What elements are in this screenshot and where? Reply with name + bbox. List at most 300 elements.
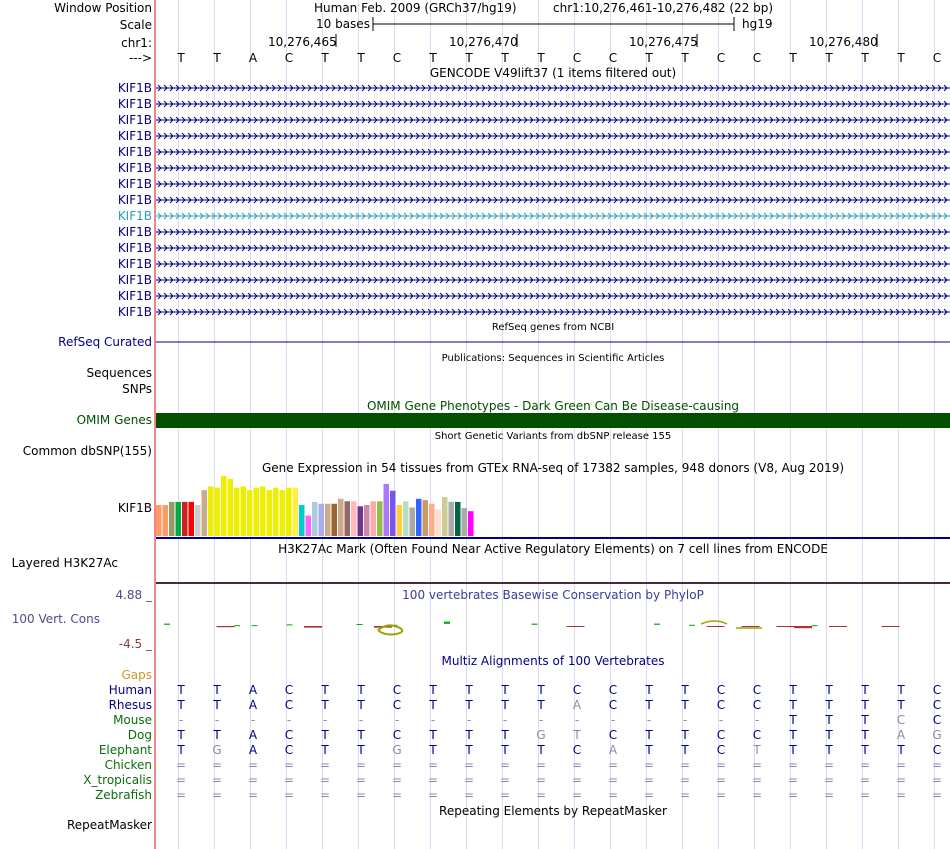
label-cons-min: -4.5 _ [118, 637, 152, 651]
sequence-base: C [716, 51, 726, 65]
gtex-tissue-bar [390, 491, 396, 536]
alignment-base: - [466, 713, 472, 727]
alignment-base: = [211, 788, 223, 802]
alignment-base: - [754, 713, 760, 727]
alignment-base: T [861, 683, 869, 697]
repeatmasker-track-title[interactable]: Repeating Elements by RepeatMasker [439, 804, 667, 818]
phylop-mark [532, 624, 538, 625]
gtex-tissue-bar [215, 488, 221, 536]
gtex-tissue-bar [364, 505, 370, 536]
ruler-tick-label: 10,276,475 [629, 35, 698, 49]
alignment-base: = [643, 758, 655, 772]
gencode-transcript-label[interactable]: KIF1B [117, 241, 152, 255]
label-sequences[interactable]: Sequences [86, 366, 152, 380]
gtex-tissue-bar [195, 505, 201, 536]
gencode-transcript-label[interactable]: KIF1B [117, 257, 152, 271]
alignment-base: = [715, 758, 727, 772]
alignment-base: = [355, 788, 367, 802]
gtex-tissue-bar [345, 501, 351, 536]
alignment-base: = [571, 758, 583, 772]
sequence-base: C [572, 51, 582, 65]
alignment-base: - [286, 713, 292, 727]
phylop-mark [794, 626, 812, 628]
alignment-base: T [177, 743, 185, 757]
species-label-human[interactable]: Human [108, 683, 152, 697]
alignment-base: - [178, 713, 184, 727]
gtex-tissue-bar [286, 488, 292, 536]
alignment-base: A [248, 683, 258, 697]
assembly-title: Human Feb. 2009 (GRCh37/hg19) [314, 1, 517, 15]
gencode-transcript-label[interactable]: KIF1B [117, 209, 152, 223]
phylop-mark [707, 626, 725, 627]
phylop-mark [567, 626, 585, 627]
alignment-base: T [789, 743, 797, 757]
gtex-tissue-bar [325, 504, 331, 536]
alignment-base: C [392, 683, 402, 697]
phylop-mark [287, 624, 293, 625]
alignment-base: A [608, 743, 618, 757]
gtex-tissue-bar [293, 488, 299, 536]
gtex-tissue-bar [442, 497, 448, 536]
sequence-base: T [429, 51, 437, 65]
phylop-track-title[interactable]: 100 vertebrates Basewise Conservation by PhyloP [402, 588, 704, 602]
alignment-base: T [321, 743, 329, 757]
gtex-tissue-bar [338, 499, 344, 536]
alignment-base: T [465, 728, 473, 742]
gencode-transcript-label[interactable]: KIF1B [117, 113, 152, 127]
alignment-base: T [321, 683, 329, 697]
gtex-tissue-bar [299, 505, 305, 536]
alignment-base: = [571, 788, 583, 802]
label-repeatmasker[interactable]: RepeatMasker [66, 818, 152, 832]
gencode-transcript-label[interactable]: KIF1B [117, 81, 152, 95]
alignment-base: - [430, 713, 436, 727]
alignment-base: = [715, 773, 727, 787]
alignment-base: = [643, 788, 655, 802]
alignment-base: = [247, 773, 259, 787]
alignment-base: = [823, 788, 835, 802]
alignment-base: = [427, 758, 439, 772]
sequence-base: T [501, 51, 509, 65]
alignment-base: = [175, 773, 187, 787]
alignment-base: T [213, 683, 221, 697]
alignment-base: G [212, 743, 222, 757]
sequence-base: T [825, 51, 833, 65]
alignment-base: T [357, 683, 365, 697]
alignment-base: = [607, 788, 619, 802]
alignment-base: T [645, 698, 653, 712]
alignment-base: = [211, 773, 223, 787]
alignment-base: = [535, 758, 547, 772]
alignment-base: = [859, 758, 871, 772]
omim-track-title[interactable]: OMIM Gene Phenotypes - Dark Green Can Be Disease-causing [366, 399, 740, 413]
gtex-tissue-bar [358, 506, 364, 536]
gtex-track-title[interactable]: Gene Expression in 54 tissues from GTEx RNA-seq of 17382 samples, 948 donors (V8, Aug 2019) [261, 461, 845, 475]
alignment-base: T [465, 683, 473, 697]
alignment-base: T [897, 743, 905, 757]
alignment-base: T [177, 683, 185, 697]
gtex-tissue-bar [189, 502, 195, 536]
sequence-base: T [357, 51, 365, 65]
alignment-base: = [247, 758, 259, 772]
alignment-base: - [214, 713, 220, 727]
alignment-base: C [284, 683, 294, 697]
alignment-base: C [752, 728, 762, 742]
label-100-vert-cons[interactable]: 100 Vert. Cons [11, 612, 100, 626]
alignment-base: C [932, 698, 942, 712]
alignment-base: T [645, 683, 653, 697]
gtex-tissue-bar [306, 516, 312, 536]
alignment-base: - [358, 713, 364, 727]
alignment-base: = [607, 758, 619, 772]
sequence-base: T [861, 51, 869, 65]
label-strand-arrow[interactable]: ---> [128, 51, 152, 65]
alignment-base: T [753, 743, 761, 757]
alignment-base: = [535, 773, 547, 787]
alignment-base: T [537, 683, 545, 697]
label-chrom: chr1: [121, 36, 152, 50]
species-label-rhesus[interactable]: Rhesus [108, 698, 152, 712]
alignment-base: - [394, 713, 400, 727]
track-image-panel[interactable] [156, 0, 950, 849]
phylop-mark [217, 626, 235, 627]
multiz-track-title[interactable]: Multiz Alignments of 100 Vertebrates [441, 654, 665, 668]
alignment-base: = [679, 758, 691, 772]
alignment-base: T [861, 743, 869, 757]
phylop-mark [742, 626, 760, 627]
gencode-transcript-label[interactable]: KIF1B [117, 273, 152, 287]
alignment-base: T [861, 728, 869, 742]
alignment-base: = [751, 758, 763, 772]
gencode-transcript-label[interactable]: KIF1B [117, 129, 152, 143]
alignment-base: C [608, 683, 618, 697]
phylop-mark [444, 622, 450, 624]
species-label-x_tropicalis[interactable]: X_tropicalis [83, 773, 152, 787]
alignment-base: T [465, 743, 473, 757]
alignment-base: A [248, 698, 258, 712]
alignment-base: T [213, 728, 221, 742]
gtex-tissue-bar [280, 490, 286, 536]
alignment-base: T [357, 728, 365, 742]
alignment-base: T [429, 743, 437, 757]
alignment-base: = [679, 788, 691, 802]
gtex-tissue-bar [332, 504, 338, 536]
alignment-base: = [931, 773, 943, 787]
gencode-transcript-label[interactable]: KIF1B [117, 289, 152, 303]
species-label-dog[interactable]: Dog [127, 728, 152, 742]
gtex-tissue-bar [169, 502, 175, 536]
gtex-tissue-bar [436, 509, 442, 536]
alignment-base: G [392, 743, 402, 757]
alignment-base: T [213, 698, 221, 712]
alignment-base: - [250, 713, 256, 727]
alignment-base: T [177, 728, 185, 742]
alignment-base: C [608, 728, 618, 742]
alignment-base: = [499, 758, 511, 772]
omim-phenotype-bar [156, 413, 950, 428]
alignment-base: T [501, 698, 509, 712]
alignment-base: C [752, 683, 762, 697]
label-window-position: Window Position [54, 1, 152, 15]
alignment-base: = [175, 788, 187, 802]
alignment-base: G [932, 728, 942, 742]
gtex-tissue-bar [449, 502, 455, 536]
alignment-base: = [859, 773, 871, 787]
alignment-base: C [932, 683, 942, 697]
alignment-base: = [283, 788, 295, 802]
alignment-base: C [572, 683, 582, 697]
sequence-base: T [897, 51, 905, 65]
alignment-base: = [643, 773, 655, 787]
gencode-transcript-label[interactable]: KIF1B [117, 193, 152, 207]
gtex-tissue-bar [202, 490, 208, 536]
sequence-base: T [681, 51, 689, 65]
alignment-base: C [716, 743, 726, 757]
gencode-transcript-label[interactable]: KIF1B [117, 305, 152, 319]
alignment-base: = [859, 788, 871, 802]
sequence-base: T [789, 51, 797, 65]
scale-bar-label: 10 bases [316, 17, 370, 31]
label-omim-genes[interactable]: OMIM Genes [76, 413, 152, 427]
species-label-mouse[interactable]: Mouse [113, 713, 152, 727]
alignment-base: = [175, 758, 187, 772]
gtex-tissue-bar [462, 508, 468, 536]
sequence-base: T [537, 51, 545, 65]
gencode-transcript-label[interactable]: KIF1B [117, 145, 152, 159]
alignment-base: T [789, 683, 797, 697]
alignment-base: = [823, 773, 835, 787]
label-cons-max: 4.88 _ [115, 588, 152, 602]
phylop-mark [829, 626, 847, 627]
gtex-tissue-bar [182, 502, 188, 536]
gtex-tissue-bar [254, 488, 260, 536]
gtex-tissue-bar [247, 490, 253, 536]
alignment-base: = [895, 788, 907, 802]
gtex-tissue-bar [221, 476, 227, 536]
label-layered-h3k27ac[interactable]: Layered H3K27Ac [11, 556, 118, 570]
ruler-tick-label: 10,276,480 [809, 35, 878, 49]
alignment-base: T [537, 698, 545, 712]
alignment-base: = [571, 773, 583, 787]
sequence-base: T [213, 51, 221, 65]
label-gaps: Gaps [121, 668, 152, 682]
sequence-base: T [645, 51, 653, 65]
gencode-track-title[interactable]: GENCODE V49lift37 (1 items filtered out) [429, 66, 677, 80]
gtex-tissue-bar [208, 486, 214, 536]
alignment-base: = [283, 773, 295, 787]
dbsnp-track-title[interactable]: Short Genetic Variants from dbSNP release 155 [434, 431, 672, 442]
gencode-transcript-label[interactable]: KIF1B [117, 177, 152, 191]
sequence-base: C [284, 51, 294, 65]
alignment-base: = [751, 773, 763, 787]
alignment-base: T [897, 683, 905, 697]
gencode-transcript-label[interactable]: KIF1B [117, 97, 152, 111]
alignment-base: T [321, 728, 329, 742]
alignment-base: = [895, 773, 907, 787]
alignment-base: T [897, 698, 905, 712]
alignment-base: = [931, 788, 943, 802]
gtex-tissue-bar [267, 490, 273, 536]
alignment-base: C [392, 728, 402, 742]
phylop-mark [654, 624, 660, 625]
alignment-base: C [284, 698, 294, 712]
label-scale: Scale [119, 18, 152, 32]
phylop-glyph [701, 621, 727, 624]
sequence-base: A [248, 51, 258, 65]
sequence-base: C [752, 51, 762, 65]
alignment-base: T [537, 743, 545, 757]
phylop-mark [164, 624, 170, 625]
alignment-base: T [177, 698, 185, 712]
sequence-base: C [392, 51, 402, 65]
alignment-base: = [679, 773, 691, 787]
alignment-base: = [283, 758, 295, 772]
phylop-mark [689, 625, 695, 626]
gtex-tissue-bar [228, 479, 234, 536]
alignment-base: C [896, 713, 906, 727]
alignment-base: A [248, 728, 258, 742]
alignment-base: - [322, 713, 328, 727]
phylop-mark [882, 626, 900, 627]
gencode-transcript-label[interactable]: KIF1B [117, 225, 152, 239]
alignment-base: = [499, 773, 511, 787]
alignment-base: = [499, 788, 511, 802]
label-refseq-curated[interactable]: RefSeq Curated [58, 335, 152, 349]
gtex-tissue-bar [371, 501, 377, 536]
alignment-base: = [607, 773, 619, 787]
alignment-base: T [789, 698, 797, 712]
gtex-tissue-bar [429, 504, 435, 536]
alignment-base: = [787, 773, 799, 787]
alignment-base: T [861, 698, 869, 712]
alignment-base: T [645, 728, 653, 742]
alignment-base: T [861, 713, 869, 727]
sequence-base: T [465, 51, 473, 65]
alignment-base: C [752, 698, 762, 712]
track-labels-panel [0, 0, 154, 849]
alignment-base: C [716, 728, 726, 742]
alignment-base: = [319, 788, 331, 802]
gtex-tissue-bar [397, 505, 403, 536]
alignment-base: = [787, 788, 799, 802]
alignment-base: = [391, 773, 403, 787]
phylop-mark [357, 624, 363, 625]
alignment-base: G [536, 728, 546, 742]
species-label-elephant[interactable]: Elephant [98, 743, 152, 757]
gtex-tissue-bar [468, 511, 474, 536]
alignment-base: - [682, 713, 688, 727]
alignment-base: T [645, 743, 653, 757]
label-gtex-gene[interactable]: KIF1B [117, 501, 152, 515]
gtex-tissue-bar [384, 484, 390, 536]
phylop-mark [777, 626, 795, 627]
alignment-base: T [429, 698, 437, 712]
alignment-base: = [211, 758, 223, 772]
phylop-mark [252, 625, 258, 626]
alignment-base: T [573, 728, 581, 742]
alignment-base: - [718, 713, 724, 727]
alignment-base: C [716, 683, 726, 697]
phylop-mark [812, 625, 818, 626]
alignment-base: = [391, 758, 403, 772]
alignment-base: = [463, 773, 475, 787]
label-snps[interactable]: SNPs [122, 382, 152, 396]
publications-track-title[interactable]: Publications: Sequences in Scientific Articles [441, 353, 665, 364]
alignment-base: - [610, 713, 616, 727]
alignment-base: C [392, 698, 402, 712]
alignment-base: = [247, 788, 259, 802]
alignment-base: C [608, 698, 618, 712]
gtex-tissue-bar [273, 488, 279, 536]
gencode-transcript-label[interactable]: KIF1B [117, 161, 152, 175]
gtex-tissue-bar [423, 500, 429, 536]
ruler-tick-label: 10,276,470 [449, 35, 518, 49]
alignment-base: C [284, 743, 294, 757]
sequence-base: T [321, 51, 329, 65]
alignment-base: T [501, 728, 509, 742]
gtex-tissue-bar [312, 502, 318, 536]
alignment-base: C [716, 698, 726, 712]
species-label-zebrafish[interactable]: Zebrafish [95, 788, 152, 802]
alignment-base: T [501, 683, 509, 697]
alignment-base: T [429, 683, 437, 697]
alignment-base: A [896, 728, 906, 742]
alignment-base: = [535, 788, 547, 802]
gtex-tissue-bar [260, 486, 266, 536]
alignment-base: T [681, 743, 689, 757]
alignment-base: = [751, 788, 763, 802]
alignment-base: C [284, 728, 294, 742]
alignment-base: - [574, 713, 580, 727]
alignment-base: - [538, 713, 544, 727]
alignment-base: = [319, 758, 331, 772]
gtex-tissue-bar [234, 488, 240, 536]
alignment-base: A [248, 743, 258, 757]
gtex-tissue-bar [455, 502, 461, 536]
gtex-tissue-bar [319, 504, 325, 536]
gtex-tissue-bar [351, 501, 357, 536]
phylop-mark [304, 626, 322, 628]
alignment-base: A [572, 698, 582, 712]
alignment-base: = [463, 788, 475, 802]
alignment-base: = [355, 773, 367, 787]
alignment-base: = [895, 758, 907, 772]
h3k27ac-track-title[interactable]: H3K27Ac Mark (Often Found Near Active Regulatory Elements) on 7 cell lines from ENCODE [278, 542, 828, 556]
alignment-base: = [715, 788, 727, 802]
gtex-tissue-bar [241, 486, 247, 536]
gtex-tissue-bar [163, 505, 169, 536]
alignment-base: T [825, 713, 833, 727]
alignment-base: T [465, 698, 473, 712]
alignment-base: T [789, 713, 797, 727]
alignment-base: T [681, 683, 689, 697]
alignment-base: T [825, 728, 833, 742]
species-label-chicken[interactable]: Chicken [104, 758, 152, 772]
phylop-mark [234, 625, 240, 626]
alignment-base: - [646, 713, 652, 727]
alignment-base: = [823, 758, 835, 772]
refseq-track-title[interactable]: RefSeq genes from NCBI [491, 322, 615, 333]
label-common-dbsnp[interactable]: Common dbSNP(155) [22, 444, 152, 458]
sequence-base: C [608, 51, 618, 65]
alignment-base: = [319, 773, 331, 787]
alignment-base: C [572, 743, 582, 757]
gtex-tissue-bar [410, 507, 416, 536]
alignment-base: C [932, 713, 942, 727]
gtex-tissue-bar [403, 501, 409, 536]
alignment-base: C [932, 743, 942, 757]
alignment-base: = [463, 758, 475, 772]
